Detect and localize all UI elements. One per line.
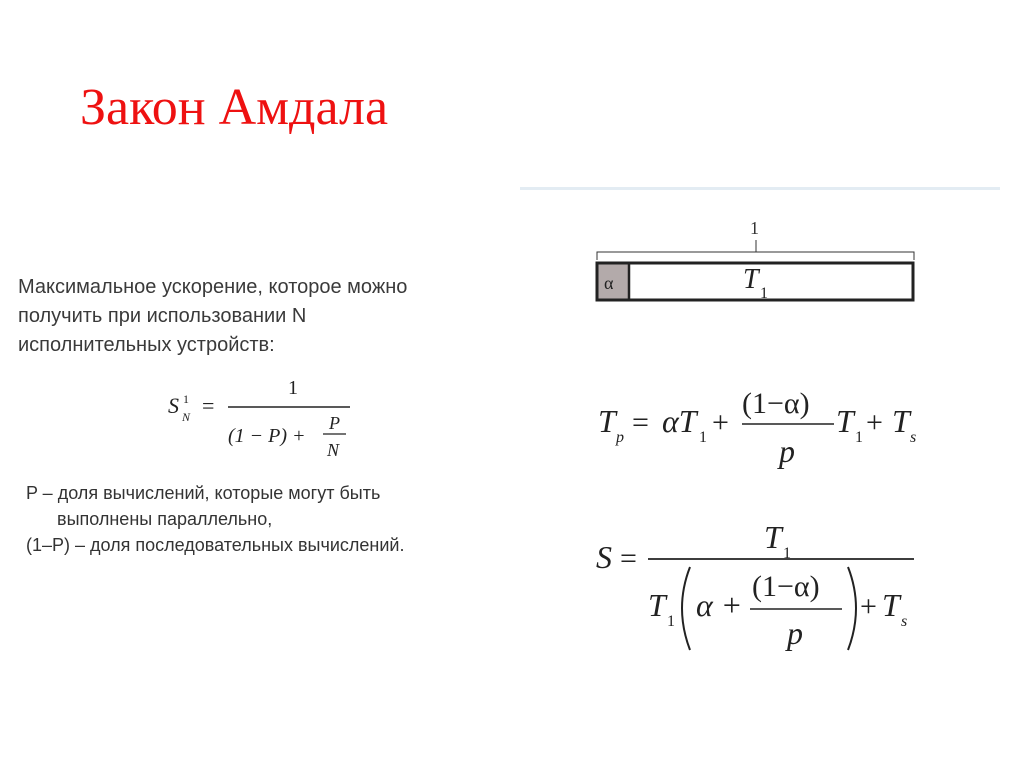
tp-frac-den: p xyxy=(779,433,795,469)
intro-line: Максимальное ускорение, которое можно xyxy=(18,276,408,298)
speedup-formula xyxy=(160,370,370,475)
intro-text xyxy=(18,273,518,360)
segment-label: T xyxy=(743,264,759,295)
header-divider xyxy=(520,187,1000,190)
formula-s-symbol: S xyxy=(168,393,179,418)
formula-den-frac-den: N xyxy=(327,440,340,460)
tp-plus1: + xyxy=(712,406,729,439)
s-last: T xyxy=(882,587,900,623)
formula-superscript: 1 xyxy=(183,392,189,406)
s-alpha-plus: α + xyxy=(696,587,743,623)
definition-line: P – доля вычислений, которые могут быть xyxy=(26,483,381,503)
tp-term1-sub: 1 xyxy=(699,429,707,446)
formula-den-left: (1 − P) + xyxy=(228,425,306,447)
s-plus: + xyxy=(860,590,877,623)
formula-numerator: 1 xyxy=(288,377,298,399)
s-inner-num: (1−α) xyxy=(752,570,820,603)
tp-formula xyxy=(590,380,930,480)
s-numerator-sub: 1 xyxy=(783,545,791,562)
s-right-paren xyxy=(848,567,856,650)
segment-subscript: 1 xyxy=(760,285,768,302)
tp-plus2: + xyxy=(866,406,883,439)
tp-equals: = xyxy=(632,406,649,439)
bar-bracket xyxy=(597,252,914,260)
formula-den-frac-num: P xyxy=(329,413,340,433)
tp-frac-num: (1−α) xyxy=(742,387,810,420)
s-den-t: T xyxy=(648,587,666,623)
tp-lhs: T xyxy=(598,403,616,439)
s-left-paren xyxy=(682,567,690,650)
s-formula xyxy=(590,520,930,660)
s-den-t-sub: 1 xyxy=(667,613,675,630)
s-equals: = xyxy=(620,542,637,575)
s-last-sub: s xyxy=(901,613,908,630)
tp-after-frac-sub: 1 xyxy=(855,429,863,446)
bar-diagram xyxy=(590,210,920,310)
tp-last-sub: s xyxy=(910,429,917,446)
bar-top-label: 1 xyxy=(750,218,759,238)
tp-last: T xyxy=(892,403,910,439)
definition-line: (1–P) – доля последовательных вычислений. xyxy=(26,535,405,555)
alpha-label: α xyxy=(604,273,614,293)
definitions xyxy=(26,480,496,558)
definition-line: выполнены параллельно, xyxy=(57,509,273,529)
s-lhs: S xyxy=(596,539,612,575)
formula-equals: = xyxy=(202,393,215,418)
intro-line: исполнительных устройств: xyxy=(18,334,275,356)
s-numerator: T xyxy=(764,520,782,555)
tp-term1: αT xyxy=(662,403,697,439)
tp-after-frac: T xyxy=(836,403,854,439)
tp-lhs-sub: p xyxy=(616,429,624,446)
formula-subscript: N xyxy=(182,410,191,424)
intro-line: получить при использовании N xyxy=(18,305,307,327)
slide-title: Закон Амдала xyxy=(80,79,389,136)
s-inner-den: p xyxy=(787,615,803,651)
